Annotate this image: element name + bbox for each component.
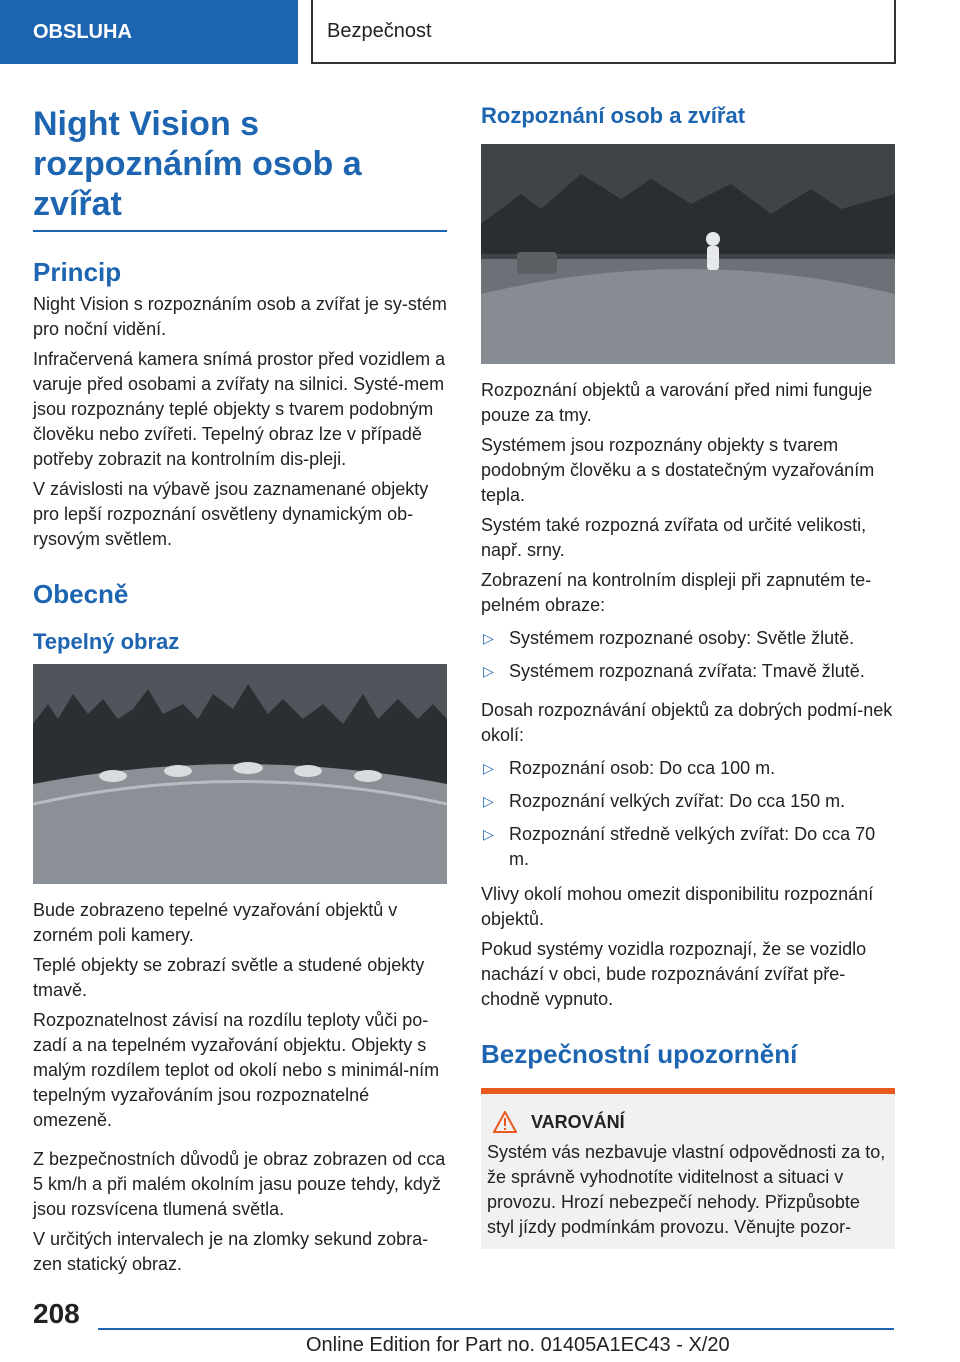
- triangle-bullet-icon: ▷: [483, 630, 494, 646]
- list-item: ▷ Rozpoznání středně velkých zvířat: Do cca 70 m.: [483, 824, 876, 869]
- thermal-image-animals: [33, 664, 447, 884]
- warning-box: [481, 1088, 895, 1249]
- triangle-bullet-icon: ▷: [483, 826, 494, 842]
- triangle-bullet-icon: ▷: [483, 793, 494, 809]
- principle-heading: Princip: [33, 257, 122, 287]
- display-list: [481, 626, 895, 684]
- thermal-paragraph-3: Rozpoznatelnost závisí na rozdílu teploty vůči po-zadí a na tepelném vyzařování objektu. Objekty s malým rozdílem teplot od okolí nebo s minimál-ním tepelným vyzařováním jsou rozpoznatelné omezeně.: [33, 1010, 440, 1130]
- general-heading: Obecně: [33, 579, 129, 609]
- thermal-heading: Tepelný obraz: [33, 629, 180, 654]
- safety-heading: Bezpečnostní upozornění: [481, 1039, 798, 1069]
- warning-triangle-icon: [493, 1111, 517, 1133]
- recognition-heading: Rozpoznání osob a zvířat: [481, 103, 746, 128]
- thermal-paragraph-4: Z bezpečnostních důvodů je obraz zobrazen od cca 5 km/h a při malém okolním jasu pouze tehdy, když jsou rozsvícena tlumená světla.: [33, 1149, 446, 1219]
- recognition-paragraph-3: Systém také rozpozná zvířata od určité velikosti, např. srny.: [481, 515, 867, 560]
- list-item: ▷ Systémem rozpoznané osoby: Světle žlutě.: [481, 626, 895, 651]
- principle-paragraph-3: V závislosti na výbavě jsou zaznamenané objekty pro lepší rozpoznání osvětleny dynamickým ob-rysovým světlem.: [33, 479, 429, 549]
- recognition-paragraph-4: Zobrazení na kontrolním displeji při zapnutém te-pelném obraze:: [481, 570, 872, 615]
- list-item: ▷ Rozpoznání velkých zvířat: Do cca 150 m.: [481, 789, 895, 814]
- right-column: [481, 96, 895, 1249]
- principle-paragraph-2: Infračervená kamera snímá prostor před vozidlem a varuje před osobami a zvířaty na silnici. Systé-mem jsou rozpoznány teplé objekty s tvarem podobným člověku nebo zvířeti. Tepelný obraz lze v případě potřeby zobrazit na kontrolním dis-pleji.: [33, 349, 446, 469]
- thermal-image-pedestrian: [481, 144, 895, 364]
- thermal-paragraph-5: V určitých intervalech je na zlomky sekund zobra-zen statický obraz.: [33, 1229, 429, 1274]
- principle-paragraph-1: Night Vision s rozpoznáním osob a zvířat je sy-stém pro noční vidění.: [33, 294, 447, 339]
- section-tab: OBSLUHA: [0, 0, 298, 64]
- recognition-paragraph-2: Systémem jsou rozpoznány objekty s tvarem podobným člověku a s dostatečným vyzařováním tepla.: [481, 435, 875, 505]
- list-item: ▷ Rozpoznání osob: Do cca 100 m.: [481, 756, 895, 781]
- warning-text: Systém vás nezbavuje vlastní odpovědnosti za to, že správně vyhodnotíte viditelnost a situaci v provozu. Hrozí nebezpečí nehody. Přizpůsobte styl jízdy podmínkám provozu. Věnujte pozor-: [487, 1142, 886, 1237]
- triangle-bullet-icon: ▷: [483, 760, 494, 776]
- page-title: Night Vision s rozpoznáním osob a zvířat: [33, 104, 447, 232]
- edition-footer: Online Edition for Part no. 01405A1EC43 - X/20: [306, 1334, 730, 1356]
- thermal-paragraph-1: Bude zobrazeno tepelné vyzařování objektů v zorném poli kamery.: [33, 900, 398, 945]
- recognition-paragraph-1: Rozpoznání objektů a varování před nimi funguje pouze za tmy.: [481, 380, 873, 425]
- page-number: 208: [33, 1298, 80, 1329]
- warning-title: VAROVÁNÍ: [493, 1110, 889, 1134]
- triangle-bullet-icon: ▷: [483, 663, 494, 679]
- topic-header: Bezpečnost: [311, 0, 896, 64]
- recognition-paragraph-6: Pokud systémy vozidla rozpoznají, že se vozidlo nachází v obci, bude rozpoznávání zvířat pře-chodně vypnuto.: [481, 939, 867, 1009]
- left-column: [33, 96, 447, 1282]
- thermal-paragraph-2: Teplé objekty se zobrazí světle a studené objekty tmavě.: [33, 955, 425, 1000]
- recognition-paragraph-5: Vlivy okolí mohou omezit disponibilitu rozpoznání objektů.: [481, 884, 874, 929]
- list-item: ▷ Systémem rozpoznaná zvířata: Tmavě žlutě.: [481, 659, 895, 684]
- range-intro: Dosah rozpoznávání objektů za dobrých podmí-nek okolí:: [481, 700, 893, 745]
- range-list: [481, 756, 895, 872]
- footer-divider: [98, 1328, 894, 1330]
